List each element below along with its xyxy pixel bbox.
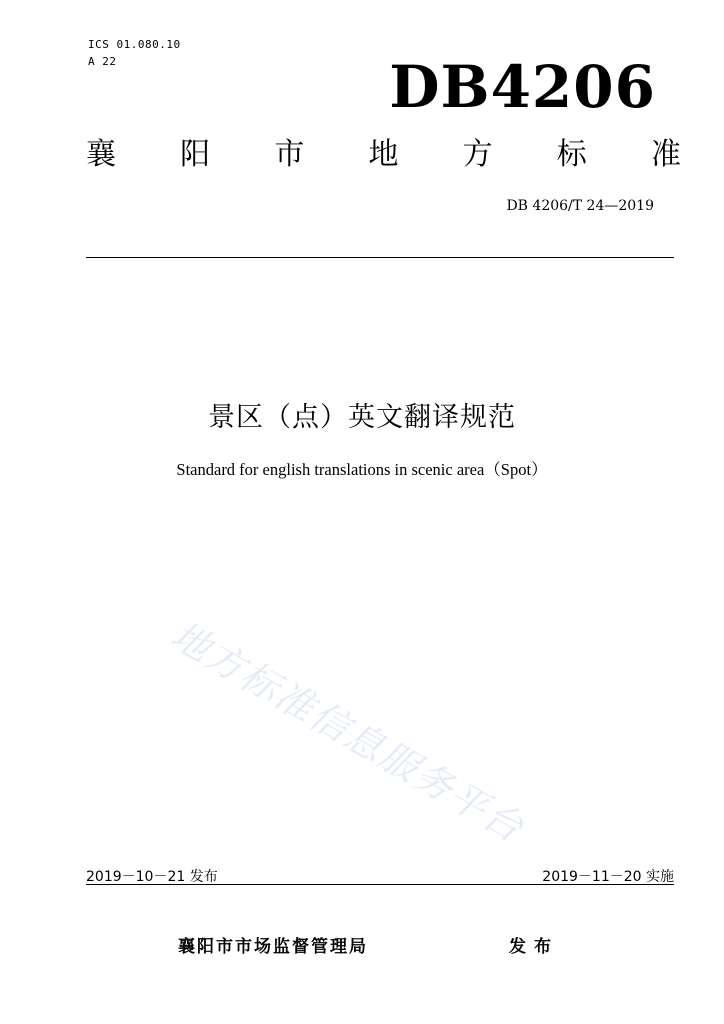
standard-type: [86, 137, 681, 172]
standard-type-char: 地: [368, 137, 399, 172]
issue-date: 2019－10－21 发布: [86, 869, 218, 885]
issuing-authority: 襄阳市市场监督管理局: [178, 937, 368, 957]
title-chinese: 景区（点）英文翻译规范: [208, 402, 516, 433]
standard-code-logo: DB4206: [389, 53, 656, 121]
standard-number: DB 4206/T 24—2019: [506, 198, 654, 214]
top-divider: [86, 257, 674, 258]
standard-type-char: 襄: [86, 137, 116, 172]
bottom-divider: [86, 884, 674, 885]
ics-code: ICS 01.080.10: [88, 38, 181, 51]
standard-type-char: 标: [556, 137, 587, 172]
implementation-date: 2019－11－20 实施: [542, 869, 674, 885]
classification-code: A 22: [88, 55, 117, 68]
standard-type-char: 市: [274, 137, 305, 172]
watermark: 地方标准信息服务平台: [163, 612, 532, 851]
standard-type-char: 准: [650, 137, 681, 172]
standard-type-char: 方: [462, 137, 493, 172]
issued-label: 发布: [509, 937, 559, 957]
title-english: Standard for english translations in scenic area（Spot）: [176, 460, 548, 479]
standard-type-char: 阳: [180, 137, 211, 172]
